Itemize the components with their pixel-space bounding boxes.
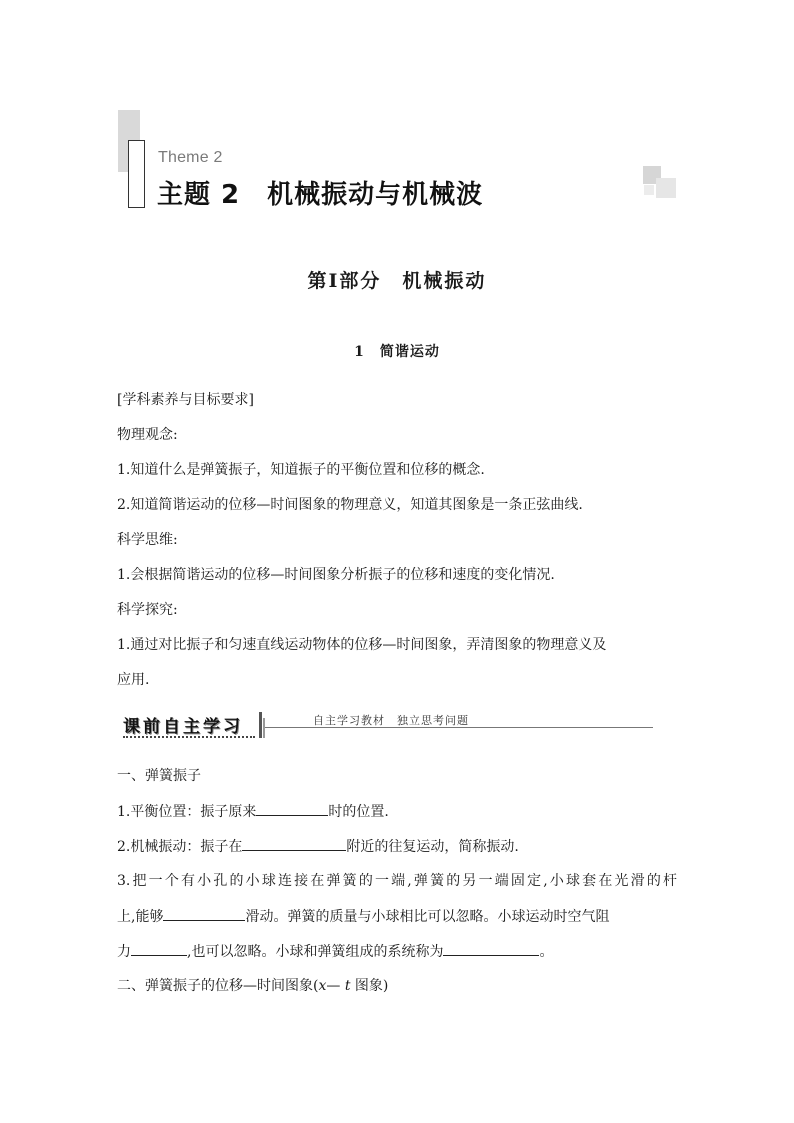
displacement-time-heading	[117, 976, 388, 996]
fill-item-3-line1: 3.把一个有小孔的小球连接在弹簧的一端,弹簧的另一端固定,小球套在光滑的杆	[117, 873, 677, 889]
banner-dotted-underline	[123, 736, 255, 738]
fill-item-2-text-b: 附近的往复运动，简称振动.	[346, 839, 519, 855]
corner-decoration-square-light	[656, 178, 676, 198]
dt-heading-dash: —	[326, 978, 345, 994]
dt-heading-text-a: 二、弹簧振子的位移—时间图象(	[117, 978, 319, 994]
answer-blank-1[interactable]	[256, 801, 328, 816]
inquiry-item-1-line1: 1.通过对比振子和匀速直线运动物体的位移—时间图象，弄清图象的物理意义及	[117, 637, 607, 653]
concept-label: 物理观念:	[117, 427, 178, 443]
objectives-heading: [学科素养与目标要求]	[117, 392, 254, 408]
banner-subtitle: 自主学习教材 独立思考问题	[313, 714, 469, 727]
banner-divider-secondary	[263, 718, 265, 738]
banner-divider	[259, 712, 262, 738]
fill-item-1	[117, 801, 389, 822]
inquiry-label: 科学探究:	[117, 602, 178, 618]
inquiry-item-1-line2: 应用.	[117, 672, 150, 688]
fill-item-2	[117, 836, 519, 857]
dt-heading-text-b: 图象)	[350, 978, 389, 994]
fill-item-3-line3-text-c: 。	[539, 944, 554, 960]
section-title: 1 简谐运动	[354, 344, 440, 360]
dt-heading-x: x	[318, 978, 327, 994]
banner-label: 课前自主学习	[123, 717, 243, 737]
concept-item-1: 1.知道什么是弹簧振子，知道振子的平衡位置和位移的概念.	[117, 462, 485, 478]
fill-item-3-line2	[117, 906, 609, 927]
section-banner	[123, 710, 653, 740]
fill-item-3-line3-text-a: 力	[117, 944, 131, 960]
corner-decoration-square-mid	[644, 185, 654, 195]
theme-title: 主题 2 机械振动与机械波	[157, 180, 484, 210]
fill-item-2-text-a: 2.机械振动：振子在	[117, 839, 243, 855]
answer-blank-5[interactable]	[443, 941, 539, 956]
thinking-item-1: 1.会根据简谐运动的位移—时间图象分析振子的位移和速度的变化情况.	[117, 567, 555, 583]
answer-blank-4[interactable]	[131, 941, 187, 956]
fill-item-1-text-a: 1.平衡位置：振子原来	[117, 804, 257, 820]
fill-item-3-line2-text-a: 上,能够	[117, 909, 164, 925]
part-title: 第Ⅰ部分 机械振动	[307, 270, 487, 292]
header-decoration-frame	[128, 140, 145, 208]
spring-oscillator-heading: 一、弹簧振子	[117, 768, 201, 784]
answer-blank-2[interactable]	[242, 836, 346, 851]
fill-item-3-line3	[117, 941, 553, 962]
dt-heading-t: t	[344, 978, 351, 994]
thinking-label: 科学思维:	[117, 532, 178, 548]
concept-item-2: 2.知道简谐运动的位移—时间图象的物理意义，知道其图象是一条正弦曲线.	[117, 497, 583, 513]
fill-item-1-text-b: 时的位置.	[328, 804, 389, 820]
theme-english-label: Theme 2	[158, 149, 223, 166]
fill-item-3-line3-text-b: ,也可以忽略。小球和弹簧组成的系统称为	[187, 944, 444, 960]
fill-item-3-line2-text-b: 滑动。弹簧的质量与小球相比可以忽略。小球运动时空气阻	[245, 909, 610, 925]
answer-blank-3[interactable]	[163, 906, 245, 921]
